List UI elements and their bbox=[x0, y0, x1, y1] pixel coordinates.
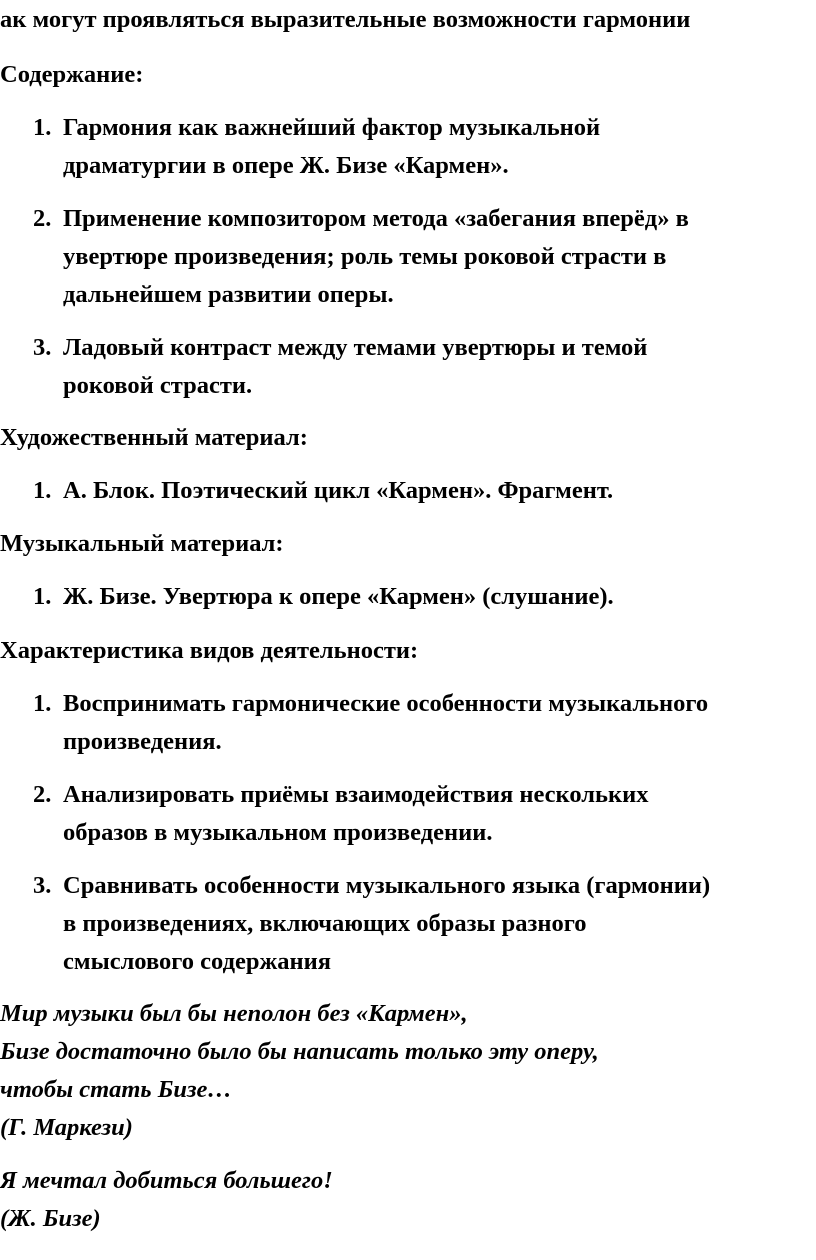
quote-line: чтобы стать Бизе… bbox=[0, 1076, 232, 1103]
list-item-line: Ладовый контраст между темами увертюры и темой bbox=[63, 334, 648, 361]
activities-heading: Характеристика видов деятельности: bbox=[0, 637, 419, 664]
list-item-number: 1. bbox=[33, 690, 52, 717]
list-item-line: Сравнивать особенности музыкального языка (гармонии) bbox=[63, 872, 711, 899]
list-item-line: драматургии в опере Ж. Бизе «Кармен». bbox=[63, 152, 509, 179]
quote-line: Я мечтал добиться большего! bbox=[0, 1167, 333, 1194]
list-item-line: Гармония как важнейший фактор музыкальной bbox=[63, 114, 601, 141]
list-item-line: роковой страсти. bbox=[63, 372, 253, 399]
list-item-number: 2. bbox=[33, 205, 52, 232]
list-item-number: 1. bbox=[33, 583, 52, 610]
list-item-line: А. Блок. Поэтический цикл «Кармен». Фрагмент. bbox=[63, 477, 614, 504]
contents-heading: Содержание: bbox=[0, 61, 144, 88]
list-item-number: 3. bbox=[33, 872, 52, 899]
list-item-line: образов в музыкальном произведении. bbox=[63, 819, 493, 846]
art-material-heading: Художественный материал: bbox=[0, 424, 308, 451]
list-item-number: 2. bbox=[33, 781, 52, 808]
list-item-number: 3. bbox=[33, 334, 52, 361]
list-item-line: Анализировать приёмы взаимодействия нескольких bbox=[63, 781, 649, 808]
list-item-line: произведения. bbox=[63, 728, 222, 755]
quote-line: Бизе достаточно было бы написать только эту оперу, bbox=[0, 1038, 599, 1065]
list-item-line: Применение композитором метода «забегания вперёд» в bbox=[63, 205, 689, 232]
list-item-line: увертюре произведения; роль темы роковой страсти в bbox=[63, 243, 667, 270]
music-material-heading: Музыкальный материал: bbox=[0, 530, 284, 557]
list-item-line: смыслового содержания bbox=[63, 948, 331, 975]
list-item-number: 1. bbox=[33, 477, 52, 504]
page-title: ак могут проявляться выразительные возможности гармонии bbox=[0, 6, 691, 33]
list-item-line: в произведениях, включающих образы разного bbox=[63, 910, 587, 937]
quote-line: Мир музыки был бы неполон без «Кармен», bbox=[0, 1000, 468, 1027]
list-item-line: дальнейшем развитии оперы. bbox=[63, 281, 394, 308]
list-item-number: 1. bbox=[33, 114, 52, 141]
list-item-line: Воспринимать гармонические особенности музыкального bbox=[63, 690, 709, 717]
quote-author: (Г. Маркези) bbox=[0, 1114, 133, 1141]
quote-author: (Ж. Бизе) bbox=[0, 1205, 101, 1232]
list-item-line: Ж. Бизе. Увертюра к опере «Кармен» (слушание). bbox=[63, 583, 614, 610]
